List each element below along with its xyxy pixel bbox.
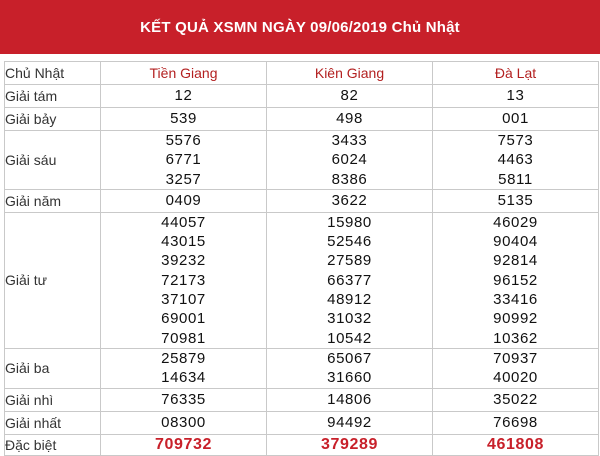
prize-number: 7573 bbox=[497, 132, 534, 149]
prize-number: 6771 bbox=[165, 151, 202, 169]
prize-number: 5576 bbox=[165, 132, 202, 149]
prize-cell bbox=[267, 108, 433, 131]
prize-number: 3433 bbox=[331, 132, 368, 149]
prize-number: 90404 bbox=[493, 233, 538, 251]
prize-number: 15980 bbox=[327, 213, 372, 231]
prize-label: Giải tư bbox=[5, 212, 101, 348]
prize-number: 08300 bbox=[161, 413, 206, 431]
prize-cell bbox=[433, 131, 599, 190]
prize-cell bbox=[101, 85, 267, 108]
table-row bbox=[5, 388, 599, 411]
prize-label: Giải năm bbox=[5, 189, 101, 212]
prize-number: 76698 bbox=[493, 413, 538, 431]
table-row bbox=[5, 411, 599, 434]
province-header: Đà Lạt bbox=[433, 62, 599, 85]
prize-label: Giải tám bbox=[5, 85, 101, 108]
table-header-row bbox=[5, 62, 599, 85]
special-prize-number: 461808 bbox=[487, 435, 544, 453]
prize-cell bbox=[433, 85, 599, 108]
prize-number: 46029 bbox=[493, 213, 538, 231]
prize-cell bbox=[267, 212, 433, 348]
prize-number: 35022 bbox=[493, 390, 538, 408]
prize-number: 10542 bbox=[327, 329, 372, 347]
prize-number: 5811 bbox=[498, 170, 533, 188]
prize-number: 37107 bbox=[161, 291, 206, 309]
page-title: KẾT QUẢ XSMN NGÀY 09/06/2019 Chủ Nhật bbox=[140, 18, 460, 36]
special-prize-number: 379289 bbox=[321, 435, 378, 453]
prize-number: 5135 bbox=[497, 191, 534, 209]
prize-cell bbox=[101, 189, 267, 212]
prize-cell bbox=[433, 434, 599, 455]
prize-number: 92814 bbox=[493, 252, 538, 270]
prize-cell bbox=[101, 388, 267, 411]
prize-cell bbox=[433, 212, 599, 348]
prize-number: 39232 bbox=[161, 252, 206, 270]
prize-number: 96152 bbox=[493, 271, 538, 289]
table-row bbox=[5, 212, 599, 348]
prize-cell bbox=[433, 348, 599, 388]
prize-label: Giải bảy bbox=[5, 108, 101, 131]
prize-cell bbox=[433, 108, 599, 131]
prize-cell bbox=[433, 189, 599, 212]
prize-number: 3257 bbox=[165, 170, 202, 188]
prize-number: 25879 bbox=[161, 349, 206, 367]
prize-number: 27589 bbox=[327, 252, 372, 270]
prize-cell bbox=[101, 108, 267, 131]
prize-number: 94492 bbox=[327, 413, 372, 431]
prize-label: Đặc biệt bbox=[5, 434, 101, 455]
prize-label: Giải sáu bbox=[5, 131, 101, 190]
prize-number: 14806 bbox=[327, 390, 372, 408]
prize-label: Giải nhì bbox=[5, 388, 101, 411]
prize-number: 31660 bbox=[327, 369, 372, 387]
prize-cell bbox=[433, 411, 599, 434]
prize-number: 539 bbox=[170, 110, 197, 127]
prize-number: 44057 bbox=[161, 213, 206, 231]
prize-number: 70937 bbox=[493, 349, 538, 367]
prize-number: 70981 bbox=[161, 329, 206, 347]
prize-number: 48912 bbox=[327, 291, 372, 309]
province-header: Kiên Giang bbox=[267, 62, 433, 85]
prize-number: 498 bbox=[336, 110, 363, 127]
prize-number: 52546 bbox=[327, 233, 372, 251]
prize-cell bbox=[267, 388, 433, 411]
prize-number: 6024 bbox=[331, 151, 368, 169]
prize-number: 001 bbox=[502, 110, 529, 127]
prize-cell bbox=[433, 388, 599, 411]
table-row bbox=[5, 108, 599, 131]
table-row bbox=[5, 434, 599, 455]
page-title-banner bbox=[0, 0, 600, 54]
prize-number: 65067 bbox=[327, 349, 372, 367]
prize-number: 31032 bbox=[327, 310, 372, 328]
prize-number: 66377 bbox=[327, 271, 372, 289]
prize-number: 14634 bbox=[161, 369, 206, 387]
prize-cell bbox=[101, 131, 267, 190]
results-table bbox=[4, 61, 599, 456]
prize-number: 8386 bbox=[331, 170, 368, 188]
prize-number: 33416 bbox=[493, 291, 538, 309]
table-row bbox=[5, 85, 599, 108]
results-body bbox=[5, 85, 599, 456]
prize-cell bbox=[101, 348, 267, 388]
prize-cell bbox=[267, 131, 433, 190]
prize-number: 0409 bbox=[165, 191, 202, 209]
table-row bbox=[5, 348, 599, 388]
prize-number: 90992 bbox=[493, 310, 538, 328]
prize-cell bbox=[267, 85, 433, 108]
prize-cell bbox=[101, 434, 267, 455]
prize-number: 4463 bbox=[497, 151, 534, 169]
prize-number: 3622 bbox=[331, 191, 368, 209]
prize-number: 76335 bbox=[161, 390, 206, 408]
prize-number: 43015 bbox=[161, 233, 206, 251]
prize-cell bbox=[267, 434, 433, 455]
prize-cell bbox=[267, 348, 433, 388]
prize-number: 82 bbox=[340, 87, 359, 104]
prize-number: 72173 bbox=[161, 271, 206, 289]
prize-number: 69001 bbox=[161, 310, 206, 328]
prize-number: 40020 bbox=[493, 369, 538, 387]
prize-number: 12 bbox=[174, 87, 193, 104]
province-header: Tiền Giang bbox=[101, 62, 267, 85]
prize-number: 10362 bbox=[493, 329, 538, 347]
prize-cell bbox=[101, 212, 267, 348]
prize-label: Giải nhất bbox=[5, 411, 101, 434]
prize-cell bbox=[267, 189, 433, 212]
day-label: Chủ Nhật bbox=[5, 62, 101, 85]
table-row bbox=[5, 131, 599, 190]
prize-number: 13 bbox=[506, 87, 525, 104]
prize-cell bbox=[267, 411, 433, 434]
table-row bbox=[5, 189, 599, 212]
prize-label: Giải ba bbox=[5, 348, 101, 388]
special-prize-number: 709732 bbox=[155, 435, 212, 453]
prize-cell bbox=[101, 411, 267, 434]
